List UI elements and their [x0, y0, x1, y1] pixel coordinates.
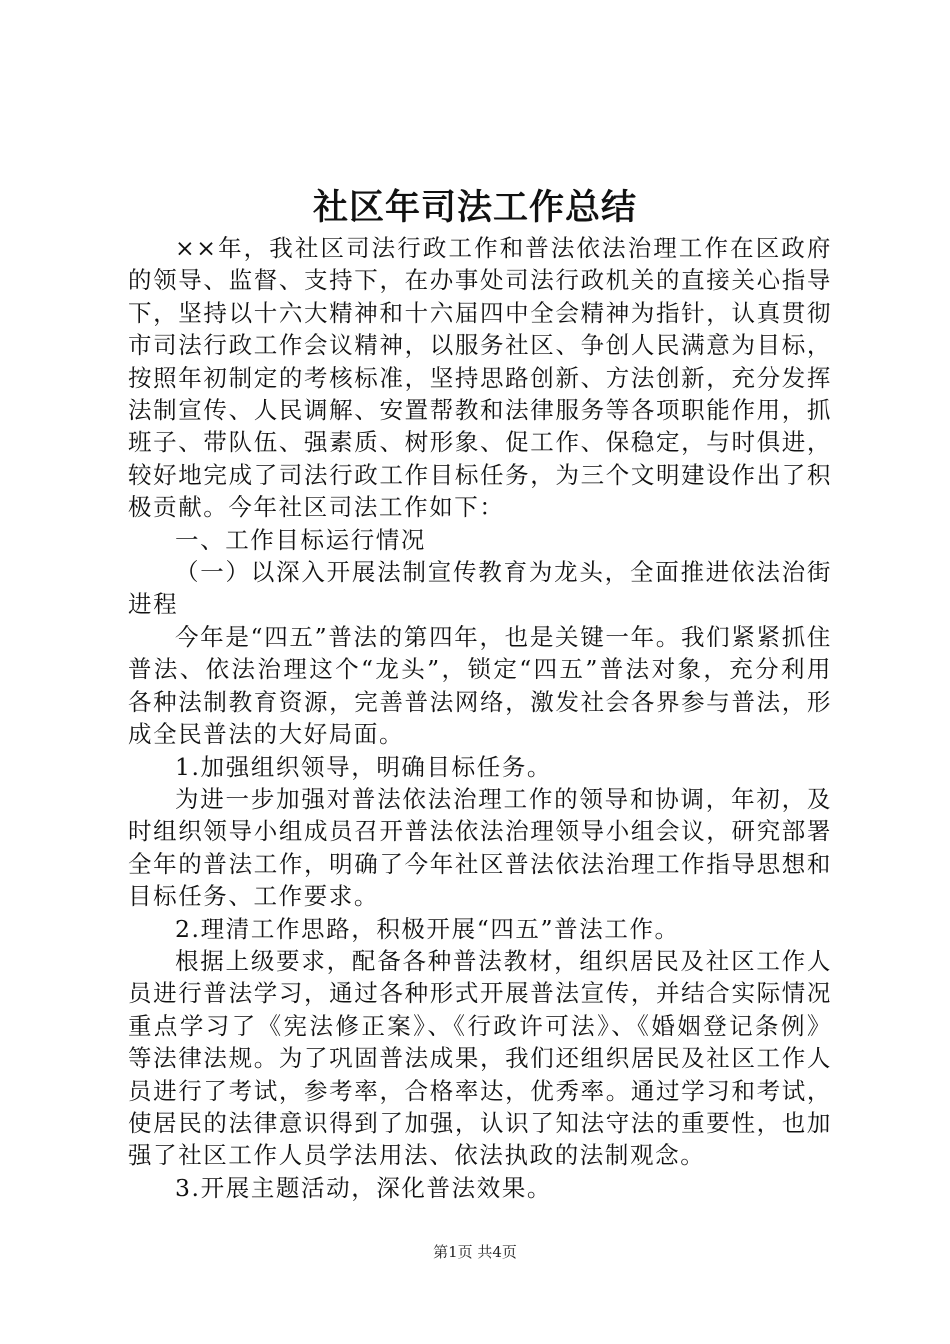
section-heading-1: 一、工作目标运行情况 — [175, 525, 426, 554]
item-heading-2: 2.理清工作思路，积极开展“四五”普法工作。 — [175, 914, 680, 943]
document-title: 社区年司法工作总结 — [312, 187, 637, 228]
paragraph-body: 根据上级要求，配备各种普法教材，组织居民及社区工作人员进行普法学习，通过各种形式开展普法宣传，并结合实际情况重点学习了《宪法修正案》、《行政许可法》、《婚姻登记条例》等法律法规。为了巩固普法成果，我们还组织居民及社区工作人员进行了考试，参考率，合格率达，优秀率。通过学习和考试，使居民的法律意识得到了加强，认识了知法守法的重要性，也加强了社区工作人员学法用法、依法执政的法制观念。 — [128, 946, 832, 1170]
document-body — [128, 232, 832, 1204]
item-heading-1: 1.加强组织领导，明确目标任务。 — [175, 752, 553, 781]
item-heading-3: 3.开展主题活动，深化普法效果。 — [175, 1173, 553, 1202]
page-footer: 第1页 共4页 — [433, 1243, 517, 1261]
paragraph-body: 为进一步加强对普法依法治理工作的领导和协调，年初，及时组织领导小组成员召开普法依法治理领导小组会议，研究部署全年的普法工作，明确了今年社区普法依法治理工作指导思想和目标任务、工作要求。 — [128, 784, 832, 911]
subsection-heading-1: （一）以深入开展法制宣传教育为龙头，全面推进依法治街进程 — [128, 558, 832, 619]
paragraph-body: 今年是“四五”普法的第四年，也是关键一年。我们紧紧抓住普法、依法治理这个“龙头”，锁定“四五”普法对象，充分利用各种法制教育资源，完善普法网络，激发社会各界参与普法，形成全民普法的大好局面。 — [128, 622, 832, 749]
paragraph-intro: ××年，我社区司法行政工作和普法依法治理工作在区政府的领导、监督、支持下，在办事处司法行政机关的直接关心指导下，坚持以十六大精神和十六届四中全会精神为指针，认真贯彻市司法行政工作会议精神，以服务社区、争创人民满意为目标，按照年初制定的考核标准，坚持思路创新、方法创新，充分发挥法制宣传、人民调解、安置帮教和法律服务等各项职能作用，抓班子、带队伍、强素质、树形象、促工作、保稳定，与时俱进，较好地完成了司法行政工作目标任务，为三个文明建设作出了积极贡献。今年社区司法工作如下： — [128, 234, 832, 522]
